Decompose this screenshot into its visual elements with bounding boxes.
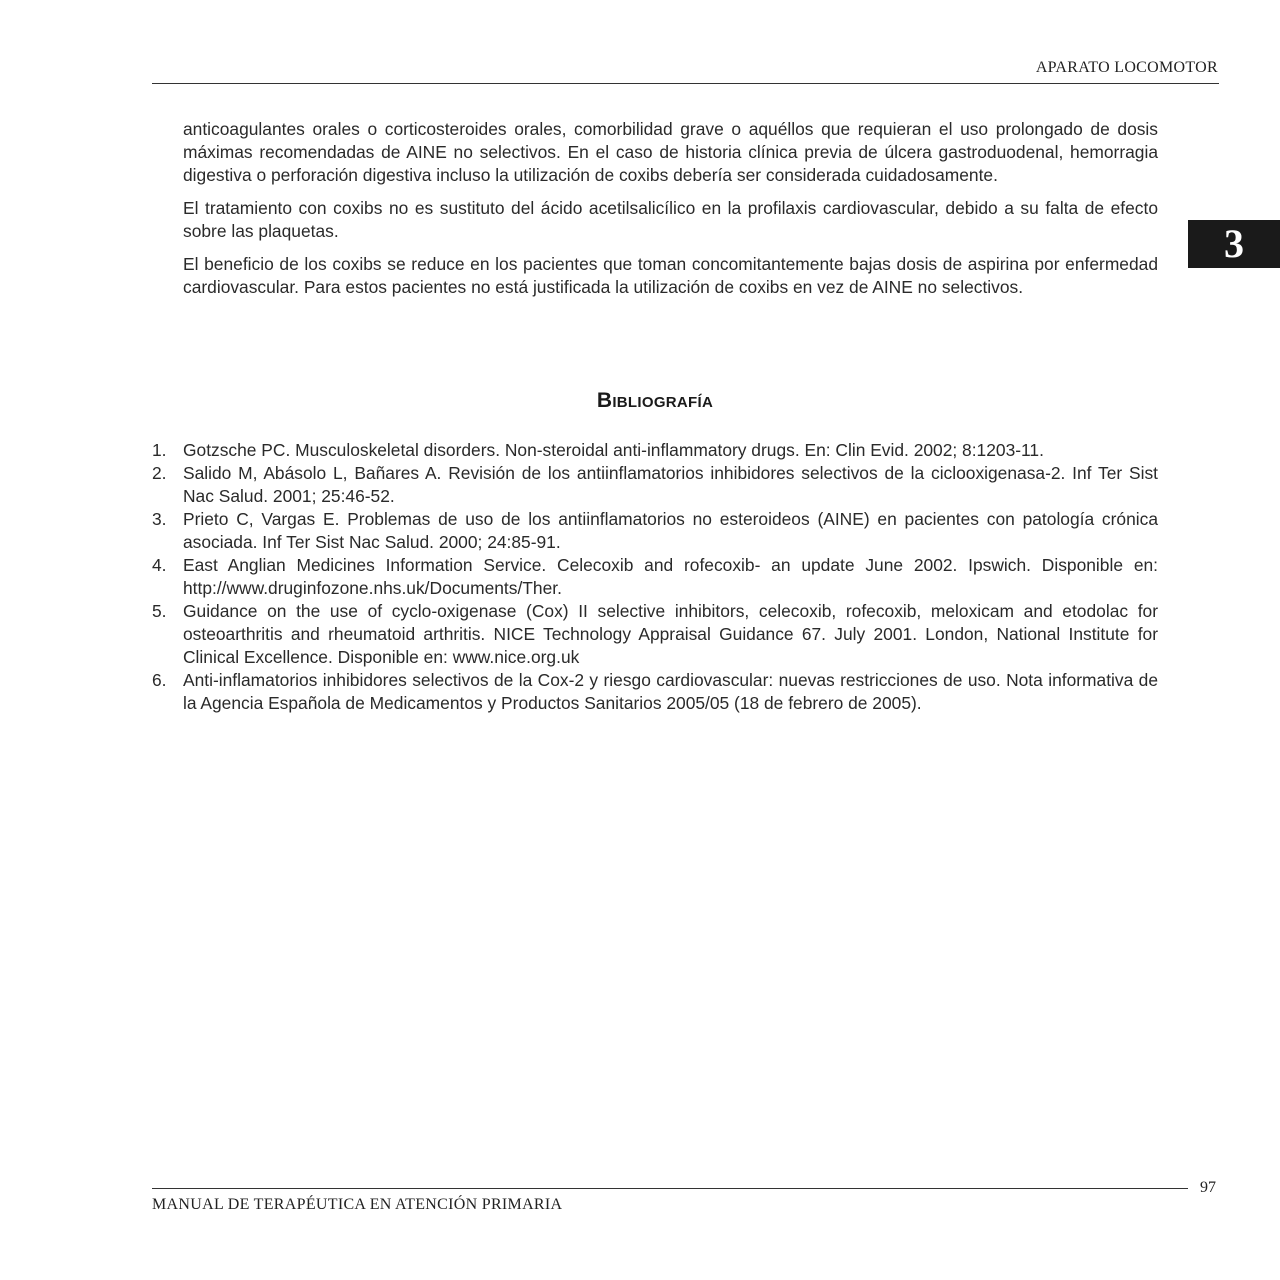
reference-number: 4. [152, 555, 167, 575]
body-paragraph: El beneficio de los coxibs se reduce en los pacientes que toman concomitantemente bajas dosis de aspirina por enfermedad cardiovascular. Para estos pacientes no está justificada la utilización de coxibs en vez de AINE no selectivos. [183, 254, 1158, 297]
page-number: 97 [1200, 1179, 1216, 1196]
reference-number: 1. [152, 440, 167, 460]
reference-number: 2. [152, 463, 167, 483]
reference-text: East Anglian Medicines Information Service. Celecoxib and rofecoxib- an update June 2002. Ipswich. Disponible en: http://www.druginfozone.nhs.uk/Documents/Ther. [183, 555, 1158, 598]
reference-text: Salido M, Abásolo L, Bañares A. Revisión de los antiinflamatorios inhibidores selectivos de la ciclooxigenasa-2. Inf Ter Sist Nac Salud. 2001; 25:46-52. [183, 463, 1158, 506]
body-text [183, 118, 1158, 309]
reference-text: Guidance on the use of cyclo-oxigenase (Cox) II selective inhibitors, celecoxib, rofecoxib, meloxicam and etodolac for osteoarthritis and rheumatoid arthritis. NICE Technology Appraisal Guidance 67. July 2001. London, National Institute for Clinical Excellence. Disponible en: www.nice.org.uk [183, 601, 1158, 667]
reference-text: Gotzsche PC. Musculoskeletal disorders. Non-steroidal anti-inflammatory drugs. En: Clin Evid. 2002; 8:1203-11. [183, 440, 1044, 460]
reference-item [152, 669, 1158, 715]
reference-number: 6. [152, 670, 167, 690]
reference-item [152, 439, 1158, 462]
body-paragraph: anticoagulantes orales o corticosteroides orales, comorbilidad grave o aquéllos que requieran el uso prolongado de dosis máximas recomendadas de AINE no selectivos. En el caso de historia clínica previa de úlcera gastroduodenal, hemorragia digestiva o perforación digestiva incluso la utilización de coxibs debería ser considerada cuidadosamente. [183, 119, 1158, 185]
reference-item [152, 508, 1158, 554]
running-footer-title: MANUAL DE TERAPÉUTICA EN ATENCIÓN PRIMARIA [152, 1196, 563, 1213]
chapter-tab: 3 [1188, 220, 1280, 268]
reference-item [152, 554, 1158, 600]
reference-number: 3. [152, 509, 167, 529]
reference-text: Anti-inflamatorios inhibidores selectivos de la Cox-2 y riesgo cardiovascular: nuevas restricciones de uso. Nota informativa de la Agencia Española de Medicamentos y Productos Sanitarios 2005/05 (18 de febrero de 2005). [183, 670, 1158, 713]
reference-number: 5. [152, 601, 167, 621]
running-header-title: APARATO LOCOMOTOR [1035, 59, 1218, 76]
reference-list [152, 439, 1158, 715]
bibliography-heading: Bibliografía [596, 389, 714, 412]
header-divider [152, 83, 1219, 84]
reference-item [152, 600, 1158, 669]
reference-text: Prieto C, Vargas E. Problemas de uso de los antiinflamatorios no esteroideos (AINE) en pacientes con patología crónica asociada. Inf Ter Sist Nac Salud. 2000; 24:85-91. [183, 509, 1158, 552]
reference-item [152, 462, 1158, 508]
body-paragraph: El tratamiento con coxibs no es sustituto del ácido acetilsalicílico en la profilaxis cardiovascular, debido a su falta de efecto sobre las plaquetas. [183, 198, 1158, 241]
footer-divider [152, 1188, 1188, 1189]
